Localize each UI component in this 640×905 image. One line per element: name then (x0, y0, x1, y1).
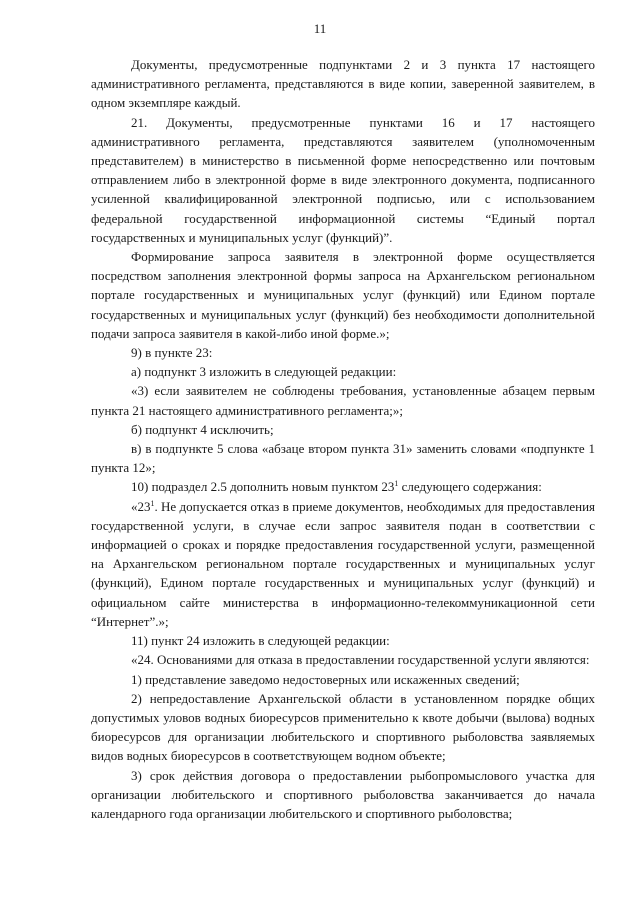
paragraph-item-9: 9) в пункте 23: (131, 345, 213, 361)
paragraph-point-24: «24. Основаниями для отказа в предоставлении государственной услуги являются: (131, 652, 590, 668)
paragraph-ground-2: 2) непредоставление Архангельской области в установленном порядке общих допустимых уловов водных биоресурсов применительно к квоте добычи (вылова) водных биоресурсов для организации любительского и спортивного рыболовства заявляемых видов водных биоресурсов в соответствующем водном объекте; (91, 690, 595, 764)
superscript: 1 (394, 479, 399, 489)
paragraph-ground-3: 3) срок действия договора о предоставлении рыбопромыслового участка для организации любительского и спортивного рыболовства заканчивается до начала календарного года организации любительского и спортивного рыболовства; (91, 767, 595, 821)
paragraph-point-23-1 (91, 497, 595, 631)
paragraph-point-21: 21. Документы, предусмотренные пунктами 16 и 17 настоящего административного регламента, представляются заявителем (уполномоченным представителем) в министерство в письменной форме непосредственно или почтовым отправлением либо в электронной форме в виде электронного документа, подписанного усиленной квалифицированной электронной подписью, или с использованием федеральной государственной информационной системы “Единый портал государственных и муниципальных услуг (функций)”. (91, 114, 595, 245)
text-segment: 10) подраздел 2.5 дополнить новым пунктом 23 (131, 479, 395, 495)
page-number: 11 (313, 21, 327, 36)
paragraph-item-11: 11) пункт 24 изложить в следующей редакции: (131, 633, 390, 649)
paragraph-subitem-b: б) подпункт 4 исключить; (131, 421, 274, 437)
paragraph-ground-1: 1) представление заведомо недостоверных или искаженных сведений; (131, 671, 520, 687)
document-body (91, 55, 595, 823)
paragraph-quote-3: «3) если заявителем не соблюдены требования, установленные абзацем первым пункта 21 настоящего административного регламента;»; (91, 383, 595, 418)
text-segment: «23 (131, 498, 151, 514)
text-segment: следующего содержания: (398, 479, 542, 495)
superscript: 1 (150, 498, 155, 508)
text-segment: . Не допускается отказ в приеме документов, необходимых для предоставления государственной услуги, в случае если запрос заявителя подан в соответствии с информацией о сроках и порядке предоставления государственной услуги, размещенной на Архангельском региональном портале государственных и муниципальных услуг (функций), Едином портале государственных и муниципальных услуг (функций) и официальном сайте министерства в информационно-телекоммуникационной сети “Интернет”.»; (91, 498, 595, 629)
paragraph-subitem-v: в) в подпункте 5 слова «абзаце втором пункта 31» заменить словами «подпункте 1 пункта 12»; (91, 441, 595, 476)
paragraph-docs-copies: Документы, предусмотренные подпунктами 2 и 3 пункта 17 настоящего административного регламента, представляются в виде копии, заверенной заявителем, в одном экземпляре каждый. (91, 57, 595, 111)
paragraph-electronic-request: Формирование запроса заявителя в электронной форме осуществляется посредством заполнения электронной формы запроса на Архангельском региональном портале государственных и муниципальных услуг (функций) или Едином портале государственных и муниципальных услуг (функций) без необходимости дополнительной подачи запроса заявителя в какой-либо иной форме.»; (91, 249, 595, 341)
paragraph-subitem-a: а) подпункт 3 изложить в следующей редакции: (131, 364, 397, 380)
paragraph-item-10 (91, 477, 595, 496)
